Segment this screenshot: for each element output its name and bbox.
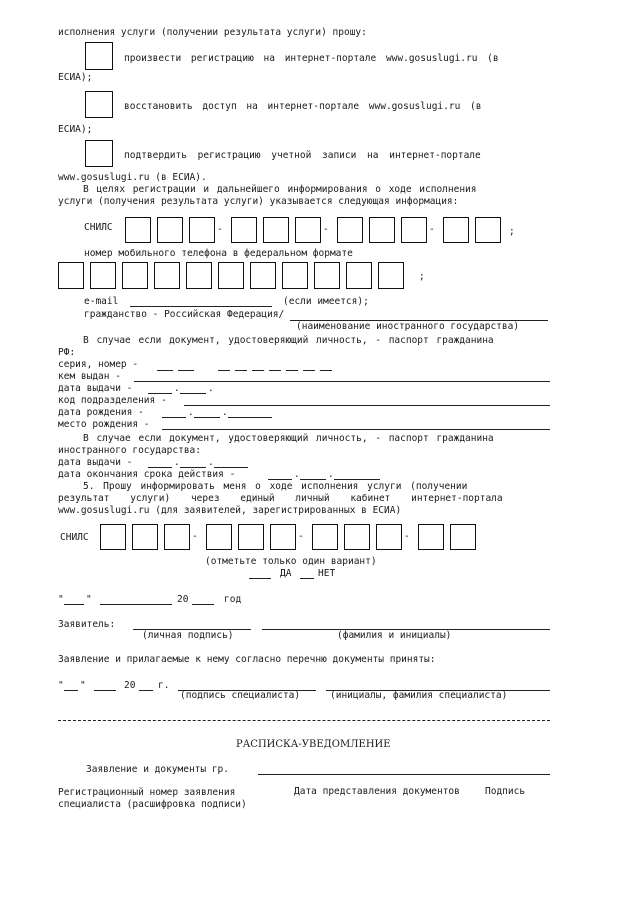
phone-digit-box[interactable] [314, 262, 340, 289]
snils-digit-box[interactable] [263, 217, 289, 243]
snils-digit-box[interactable] [157, 217, 183, 243]
specialist-signature-note: (подпись специалиста) [180, 690, 301, 701]
snils2-dash: - [298, 531, 304, 542]
cut-line [58, 720, 550, 721]
receipt-docs-label: Заявление и документы гр. [86, 764, 229, 775]
accepted-text: Заявление и прилагаемые к нему согласно перечню документы приняты: [58, 654, 436, 665]
snils-digit-box[interactable] [125, 217, 151, 243]
checkbox-confirm[interactable] [85, 140, 113, 167]
phone-digit-box[interactable] [250, 262, 276, 289]
notify-paragraph-cont: результат услуги) через единый личный кабинет интернет-портала [58, 493, 503, 504]
snils-digit-box[interactable] [401, 217, 427, 243]
birth-place-field[interactable] [162, 429, 550, 430]
issued-by-label: кем выдан - [58, 371, 121, 382]
specialist-fio-note: (инициалы, фамилия специалиста) [330, 690, 508, 701]
dept-code-field[interactable] [184, 405, 550, 406]
snils-dash: - [323, 224, 329, 235]
email-note: (если имеется); [283, 296, 369, 307]
notify-paragraph: 5. Прошу информировать меня о ходе исполнения услуги (получении [83, 481, 468, 492]
snils-label: СНИЛС [84, 222, 113, 233]
fio-note: (фамилия и инициалы) [337, 630, 452, 641]
receipt-reg-number-col: Регистрационный номер заявления [58, 787, 236, 798]
series-label: серия, номер - [58, 359, 139, 370]
citizenship-label: гражданство - Российская Федерация/ [84, 309, 285, 320]
phone-label: номер мобильного телефона в федеральном формате [84, 248, 353, 259]
snils2-dash: - [404, 531, 410, 542]
issued-by-field[interactable] [134, 381, 550, 382]
no-label: НЕТ [318, 568, 336, 579]
snils-digit-box[interactable] [369, 217, 395, 243]
phone-digit-box[interactable] [346, 262, 372, 289]
phone-semicolon: ; [419, 271, 425, 282]
receipt-docs-field[interactable] [258, 774, 550, 775]
signature-note: (личная подпись) [142, 630, 234, 641]
receipt-title: РАСПИСКА-УВЕДОМЛЕНИЕ [236, 739, 391, 750]
phone-digit-box[interactable] [90, 262, 116, 289]
phone-digit-box[interactable] [58, 262, 84, 289]
snils2-digit-box[interactable] [450, 524, 476, 550]
choose-note: (отметьте только один вариант) [205, 556, 377, 567]
checkbox-register[interactable] [85, 42, 113, 70]
snils-dash: - [217, 224, 223, 235]
snils2-label: СНИЛС [60, 532, 89, 543]
email-field[interactable] [130, 306, 272, 307]
issue-date2-label: дата выдачи - [58, 457, 133, 468]
phone-digit-box[interactable] [282, 262, 308, 289]
applicant-label: Заявитель: [58, 619, 116, 630]
phone-digit-box[interactable] [122, 262, 148, 289]
option-register-text: произвести регистрацию на интернет-портале www.gosuslugi.ru (в [124, 53, 499, 64]
checkbox-restore[interactable] [85, 91, 113, 118]
snils2-digit-box[interactable] [312, 524, 338, 550]
snils-digit-box[interactable] [189, 217, 215, 243]
receipt-signature-col: Подпись [485, 786, 526, 797]
passport-foreign-paragraph-cont: иностранного государства: [58, 445, 201, 456]
passport-foreign-paragraph: В случае если документ, удостоверяющий личность, - паспорт гражданина [83, 433, 494, 444]
snils2-dash: - [192, 531, 198, 542]
foreign-state-note: (наименование иностранного государства) [296, 321, 520, 332]
expiry-label: дата окончания срока действия - [58, 469, 236, 480]
snils2-digit-box[interactable] [132, 524, 158, 550]
snils2-digit-box[interactable] [344, 524, 370, 550]
option-register-text-cont: ЕСИА); [58, 72, 93, 83]
snils2-digit-box[interactable] [376, 524, 402, 550]
yes-mark-field[interactable] [249, 578, 271, 579]
option-confirm-text: подтвердить регистрацию учетной записи на интернет-портале [124, 150, 481, 161]
date-year: 20 [177, 594, 189, 605]
receipt-date-col: Дата представления документов [294, 786, 460, 797]
no-mark-field[interactable] [300, 578, 314, 579]
info-paragraph-1: В целях регистрации и дальнейшего информирования о ходе исполнения [83, 184, 477, 195]
acceptance-year: 20 [124, 680, 136, 691]
snils2-digit-box[interactable] [238, 524, 264, 550]
info-paragraph-2: услуги (получения результата услуги) указывается следующая информация: [58, 196, 459, 207]
yes-label: ДА [280, 568, 292, 579]
snils-digit-box[interactable] [231, 217, 257, 243]
acceptance-g: г. [158, 680, 170, 691]
snils2-digit-box[interactable] [418, 524, 444, 550]
passport-rf-paragraph-cont: РФ: [58, 347, 76, 358]
option-confirm-text-cont: www.gosuslugi.ru (в ЕСИА). [58, 172, 207, 183]
snils-dash: - [429, 224, 435, 235]
passport-rf-paragraph: В случае если документ, удостоверяющий личность, - паспорт гражданина [83, 335, 494, 346]
snils-semicolon: ; [509, 226, 515, 237]
date-year-word: год [224, 594, 242, 605]
snils2-digit-box[interactable] [100, 524, 126, 550]
birth-place-label: место рождения - [58, 419, 150, 430]
snils-digit-box[interactable] [443, 217, 469, 243]
option-restore-text: восстановить доступ на интернет-портале www.gosuslugi.ru (в [124, 101, 482, 112]
snils-digit-box[interactable] [475, 217, 501, 243]
phone-digit-box[interactable] [218, 262, 244, 289]
birth-date-label: дата рождения - [58, 407, 144, 418]
dept-code-label: код подразделения - [58, 395, 167, 406]
snils2-digit-box[interactable] [206, 524, 232, 550]
phone-digit-box[interactable] [154, 262, 180, 289]
snils-digit-box[interactable] [295, 217, 321, 243]
snils2-digit-box[interactable] [270, 524, 296, 550]
option-restore-text-cont: ЕСИА); [58, 124, 93, 135]
phone-digit-box[interactable] [186, 262, 212, 289]
phone-digit-box[interactable] [378, 262, 404, 289]
receipt-specialist-col: специалиста (расшифровка подписи) [58, 799, 247, 810]
email-label: e-mail [84, 296, 119, 307]
snils-digit-box[interactable] [337, 217, 363, 243]
intro-text: исполнения услуги (получении результата услуги) прошу: [58, 27, 367, 38]
issue-date-label: дата выдачи - [58, 383, 133, 394]
notify-paragraph-cont2: www.gosuslugi.ru (для заявителей, зарегистрированных в ЕСИА) [58, 505, 402, 516]
snils2-digit-box[interactable] [164, 524, 190, 550]
